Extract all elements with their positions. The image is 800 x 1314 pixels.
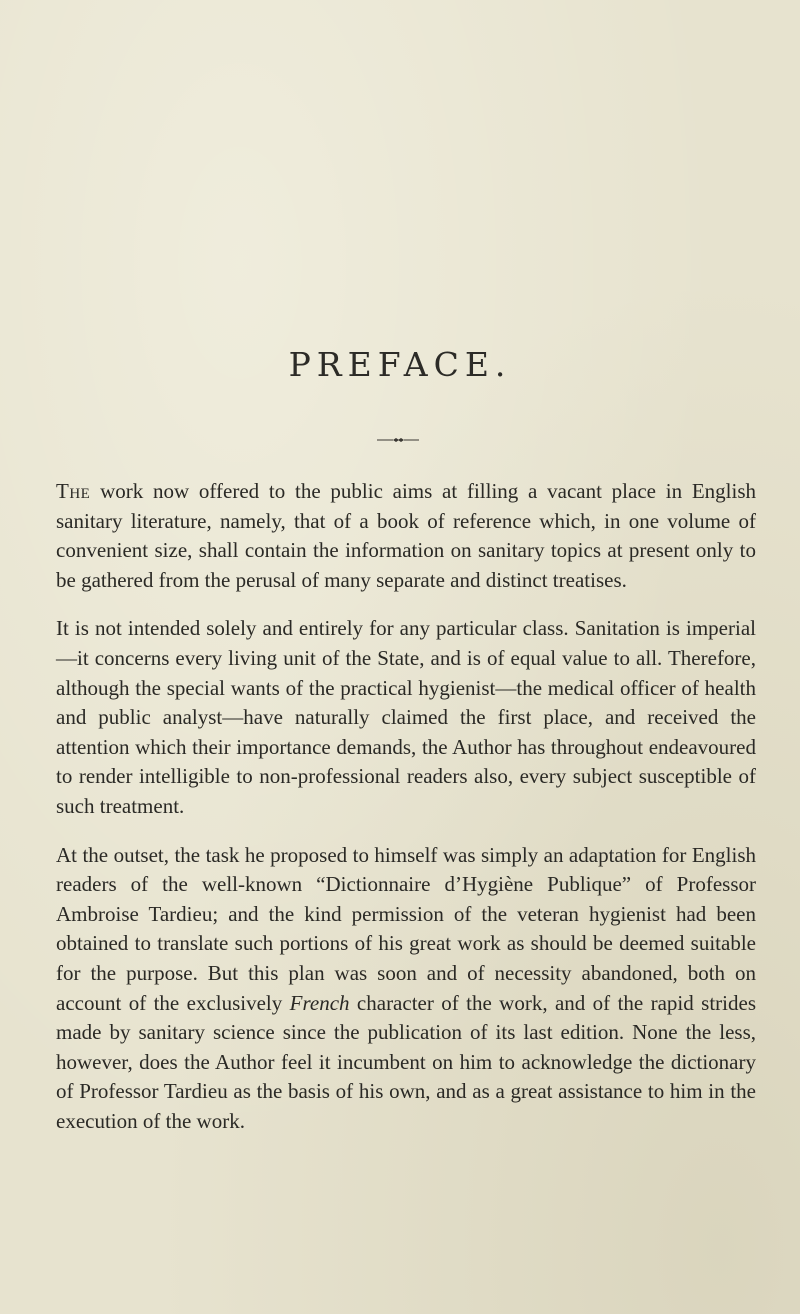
emphasized-word: French (289, 990, 350, 1015)
paragraph-2 (56, 614, 756, 821)
page-title: PREFACE. (288, 345, 512, 384)
paragraph-text: At the outset, the task he proposed to himself was simply an adaptation for English readers of the well-known “Dictionnaire d’Hygiène Publique” of Professor Ambroise Tardieu; and the kind permission of the veteran hygienist had been obtained to translate such portions of his great work as should be deemed suitable for the purpose. But this plan was soon and of necessity abandoned, both on account of the exclusively (56, 842, 756, 1015)
paragraph-text: character of the work, and of the rapid strides made by sanitary science since the publication of its last edition. None the less, however, does the Author feel it incumbent on him to acknowledge the dictionary of Professor Tardieu as the basis of his own, and as a great assistance to him in the execution of the work. (56, 990, 756, 1133)
paragraph-text: It is not intended solely and entirely for any particular class. Sanitation is imperial—it concerns every living unit of the State, and is of equal value to all. Therefore, although the special wants of the practical hygienist—the medical officer of health and public analyst—have naturally claimed the first place, and received the attention which their importance demands, the Author has throughout endeavoured to render intelligible to non-professional readers also, every subject susceptible of such treatment. (56, 616, 756, 818)
ornament-divider-icon (377, 437, 419, 443)
paragraph-1 (56, 477, 756, 595)
paragraph-lead-word: The (56, 479, 91, 503)
paragraph-text: work now offered to the public aims at filling a vacant place in English sanitary literature, namely, that of a book of reference which, in one volume of convenient size, shall contain the information on sanitary topics at present only to be gathered from the perusal of many separate and distinct treatises. (56, 479, 756, 592)
paragraph-3 (56, 841, 756, 1137)
preface-body (56, 477, 756, 1155)
